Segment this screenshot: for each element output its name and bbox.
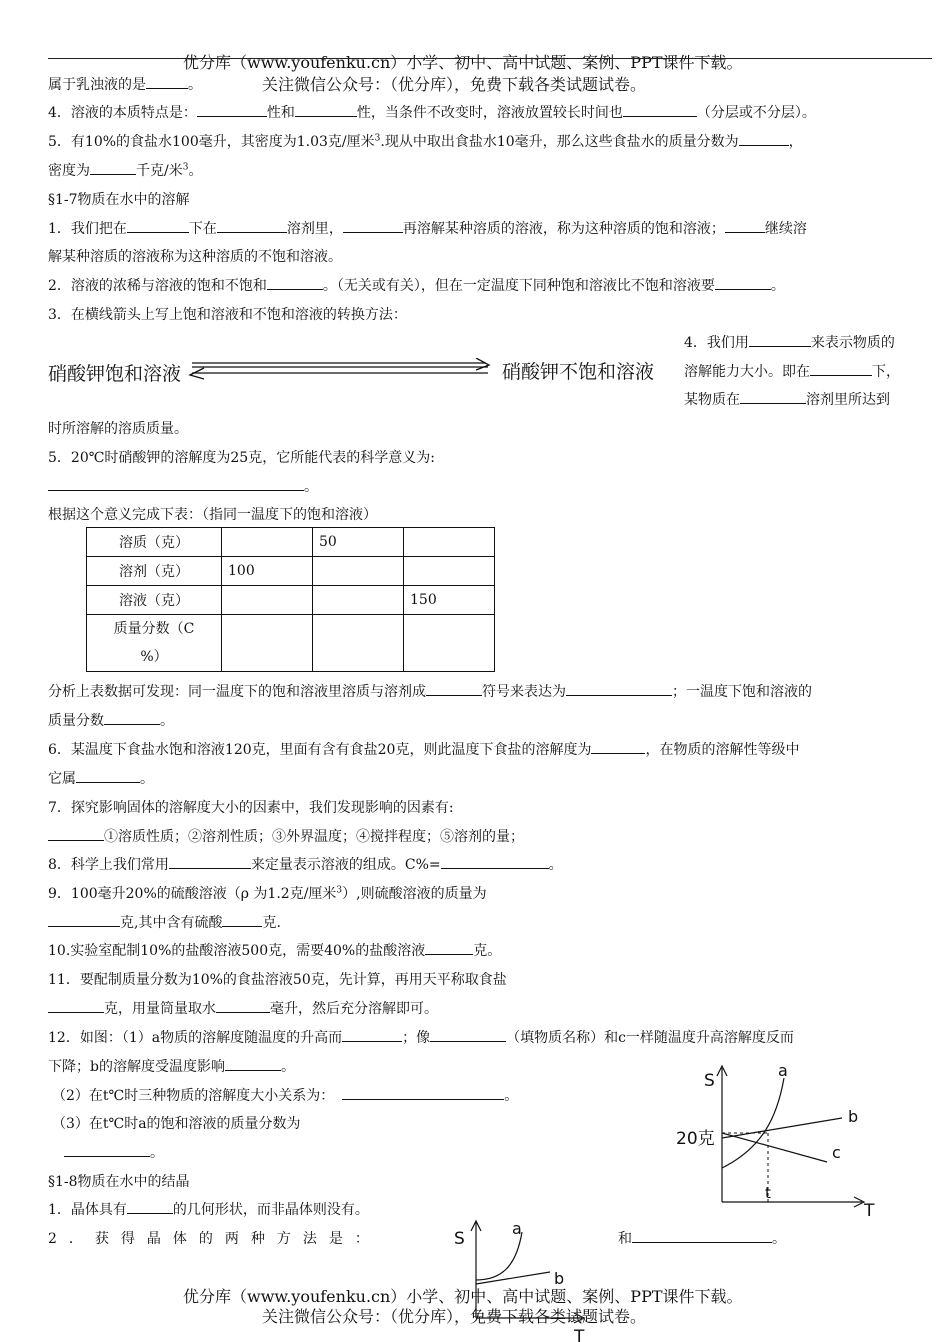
s17-q6: 6．某温度下食盐水饱和溶液120克，里面有含有食盐20克，则此温度下食盐的溶解度为 ，在物质的溶解性等级中 (48, 739, 799, 759)
s17-q5: 5．20℃时硝酸钾的溶解度为25克，它所能代表的科学意义为: (48, 450, 435, 466)
s17-q9-line2: 克,其中含有硫酸 克. (48, 912, 281, 932)
graph2-label-b: b (554, 1269, 565, 1288)
graph1-label-a: a (778, 1061, 788, 1080)
header-rule (48, 58, 932, 59)
table-row: 溶剂（克） 100 (87, 557, 495, 586)
solubility-table (86, 527, 495, 672)
q5-line2: 密度为 千克/米$^3$。 (48, 160, 202, 180)
s18-q2: 2．获得晶体的两种方法是： (48, 1231, 381, 1247)
s18-q1: 1．晶体具有 的几何形状，而非晶体则没有。 (48, 1199, 369, 1219)
q5-text: 5．有10%的食盐水100毫升，其密度为1.03克/厘米$^3$.现从中取出食盐水10毫升，那么这些食盐水的质量分数为 ， (48, 131, 803, 151)
graph2-y-label: S (454, 1229, 465, 1249)
table-intro: 根据这个意义完成下表：（指同一温度下的饱和溶液） (48, 507, 377, 523)
conversion-arrows (188, 358, 494, 380)
graph1-value-label: 20克 (676, 1129, 715, 1149)
graph2-curve-a (476, 1232, 522, 1280)
q4-text: 4．溶液的本质特点是： 性和 性，当条件不改变时，溶液放置较长时间也 （分层或不分层）。 (48, 102, 816, 122)
curve-a (722, 1078, 784, 1168)
s17-q12: 12．如图：（1）a物质的溶解度随温度的升高而 ；像 （填物质名称）和c一样随温度升高溶解度反而 (48, 1027, 794, 1047)
s17-q4-line1: 4．我们用 来表示物质的 (684, 332, 895, 352)
s17-q2: 2．溶液的浓稀与溶液的饱和不饱和 。（无关或有关），但在一定温度下同种饱和溶液比不饱和溶液要 。 (48, 275, 785, 295)
solubility-graph-1 (672, 1058, 892, 1218)
section-1-8-title: §1-8物质在水中的结晶 (48, 1174, 190, 1190)
s17-q1: 1．我们把在 下在 溶剂里， 再溶解某种溶质的溶液，称为这种溶质的饱和溶液； 继续溶 (48, 218, 807, 238)
table-row: 溶液（克） 150 (87, 586, 495, 615)
graph2-curve-b (476, 1272, 550, 1284)
s17-q9: 9．100毫升20%的硫酸溶液（ρ 为1.2克/厘米$^3$）,则硫酸溶液的质量为 (48, 885, 487, 902)
s17-q6-line2: 它属 。 (48, 768, 154, 788)
arrow-right-label: 硝酸钾不饱和溶液 (502, 361, 655, 383)
s17-q12-part3: （3）在t℃时a的饱和溶液的质量分数为 (52, 1116, 301, 1132)
s17-q7: 7．探究影响固体的溶解度大小的因素中，我们发现影响的因素有: (48, 800, 454, 816)
graph1-x-label: T (864, 1201, 875, 1218)
header-line1: 优分库（www.youfenku.cn）小学、初中、高中试题、案例、PPT课件下载。 (183, 53, 743, 72)
graph1-label-b: b (848, 1107, 859, 1126)
footer-line2: 关注微信公众号：（优分库），免费下载各类试题试卷。 (262, 1307, 647, 1326)
s17-q4-line2: 溶解能力大小。即在 下， (684, 361, 900, 381)
s18-q2-end: 和 。 (618, 1228, 786, 1248)
graph1-label-c: c (832, 1143, 841, 1162)
section-1-7-title: §1-7物质在水中的溶解 (48, 192, 190, 208)
graph2-label-a: a (512, 1219, 522, 1238)
table-row: 质量分数（C %） (87, 615, 495, 672)
graph1-y-label: S (704, 1071, 715, 1091)
s17-q12-line2: 下降；b的溶解度受温度影响 。 (48, 1056, 295, 1076)
table-row: 溶质（克） 50 (87, 528, 495, 557)
s17-q4-line4: 时所溶解的溶质质量。 (48, 421, 188, 437)
s17-q3: 3．在横线箭头上写上饱和溶液和不饱和溶液的转换方法： (48, 307, 407, 323)
arrow-left-label: 硝酸钾饱和溶液 (48, 363, 182, 385)
graph1-t-label: t (765, 1184, 771, 1202)
s17-q11-line2: 克，用量筒量取水 毫升，然后充分溶解即可。 (48, 998, 438, 1018)
s17-q11: 11．要配制质量分数为10%的食盐溶液50克，先计算，再用天平称取食盐 (48, 972, 507, 988)
s17-q1-line2: 解某种溶质的溶液称为这种溶质的不饱和溶液。 (48, 249, 342, 265)
graph2-x-label: T (574, 1327, 585, 1342)
analysis-line2: 质量分数 。 (48, 710, 174, 730)
analysis: 分析上表数据可发现：同一温度下的饱和溶液里溶质与溶剂成 符号来表达为 ；一温度下饱和溶液的 (48, 681, 812, 701)
s17-q12-part3-answer: 。 (48, 1142, 164, 1162)
curve-b (722, 1118, 842, 1138)
s17-q12-part2: （2）在t℃时三种物质的溶解度大小关系为： 。 (52, 1085, 518, 1105)
s17-q10: 10.实验室配制10%的盐酸溶液500克，需要40%的盐酸溶液 克。 (48, 940, 501, 960)
s17-q5-answer: 。 (48, 476, 318, 496)
curve-c (722, 1133, 827, 1162)
header-line2: 关注微信公众号：（优分库），免费下载各类试题试卷。 (262, 75, 647, 94)
footer-line1: 优分库（www.youfenku.cn）小学、初中、高中试题、案例、PPT课件下载。 (183, 1287, 743, 1306)
s17-q4-line3: 某物质在 溶剂里所达到 (684, 389, 890, 409)
s17-q7-options: ①溶质性质；②溶剂性质；③外界温度；④搅拌程度；⑤溶剂的量； (48, 826, 524, 846)
q3-text: 属于乳浊液的是 。 (48, 74, 202, 94)
s17-q8: 8．科学上我们常用 来定量表示溶液的组成。C%= 。 (48, 854, 563, 874)
